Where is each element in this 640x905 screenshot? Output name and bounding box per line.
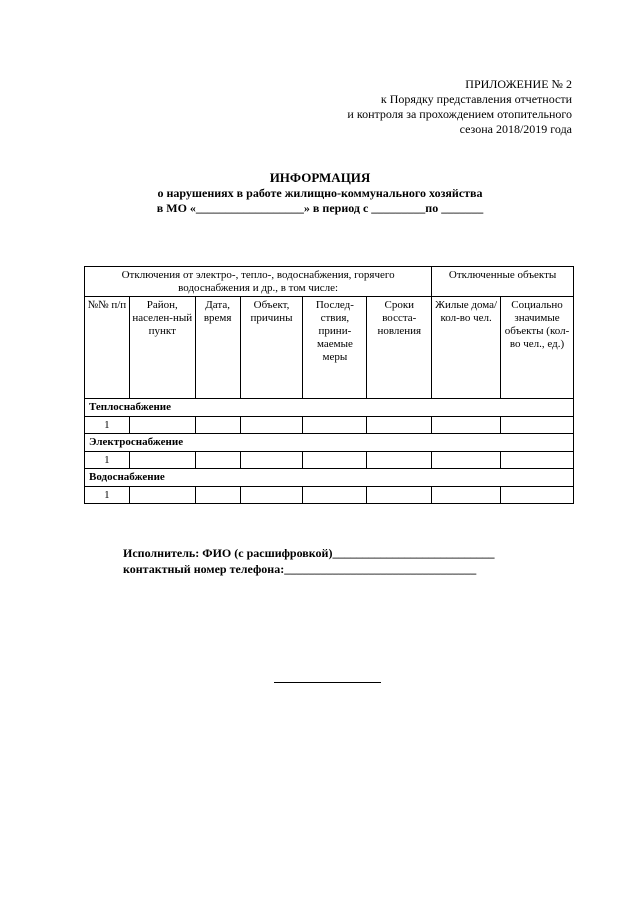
table-cell (367, 417, 432, 434)
table-cell (195, 452, 240, 469)
table-cell (240, 487, 303, 504)
table-cell (303, 417, 367, 434)
document-period: в МО «__________________» в период с _________по _______ (156, 201, 484, 215)
table-row (85, 452, 574, 469)
column-header: Сроки восста-новления (367, 297, 432, 399)
column-header: Район, населен-ный пункт (129, 297, 195, 399)
end-divider (274, 682, 381, 683)
table-cell (432, 452, 501, 469)
table-cell (129, 417, 195, 434)
table-row (85, 417, 574, 434)
table-cell (240, 452, 303, 469)
appendix-line: сезона 2018/2019 года (459, 122, 572, 136)
column-header: Социально значимые объекты (кол-во чел., ед.) (501, 297, 574, 399)
table-cell (303, 487, 367, 504)
executor-line: Исполнитель: ФИО (с расшифровкой)___________________________ (123, 546, 495, 560)
group-header-objects: Отключенные объекты (432, 267, 574, 297)
table-cell (432, 417, 501, 434)
column-header: Послед-ствия, прини-маемые меры (303, 297, 367, 399)
section-heat-supply: Теплоснабжение (85, 399, 574, 417)
row-number: 1 (85, 417, 130, 434)
table-cell (501, 487, 574, 504)
table-cell (501, 417, 574, 434)
phone-line: контактный номер телефона:________________________________ (123, 562, 477, 576)
section-water-supply: Водоснабжение (85, 469, 574, 487)
column-header: №№ п/п (85, 297, 130, 399)
table-cell (129, 452, 195, 469)
table-cell (240, 417, 303, 434)
row-number: 1 (85, 452, 130, 469)
table-cell (367, 452, 432, 469)
table-cell (195, 487, 240, 504)
column-header: Объект, причины (240, 297, 303, 399)
section-electricity-supply: Электроснабжение (85, 434, 574, 452)
document-subtitle: о нарушениях в работе жилищно-коммунального хозяйства (157, 186, 483, 200)
table-cell (129, 487, 195, 504)
appendix-line: к Порядку представления отчетности (380, 92, 572, 106)
document-title-block (0, 170, 640, 216)
column-header: Дата, время (195, 297, 240, 399)
column-header: Жилые дома/ кол-во чел. (432, 297, 501, 399)
table-cell (303, 452, 367, 469)
table-cell (195, 417, 240, 434)
appendix-header (347, 77, 572, 137)
group-header-outages: Отключения от электро-, тепло-, водоснабжения, горячего водоснабжения и др., в том числе: (85, 267, 432, 297)
appendix-line: и контроля за прохождением отопительного (347, 107, 572, 121)
report-table (84, 266, 574, 504)
table-cell (501, 452, 574, 469)
document-heading: ИНФОРМАЦИЯ (269, 170, 371, 185)
appendix-title: ПРИЛОЖЕНИЕ № 2 (465, 77, 572, 91)
table-row (85, 487, 574, 504)
table-cell (432, 487, 501, 504)
row-number: 1 (85, 487, 130, 504)
table-cell (367, 487, 432, 504)
signature-block (123, 545, 494, 577)
